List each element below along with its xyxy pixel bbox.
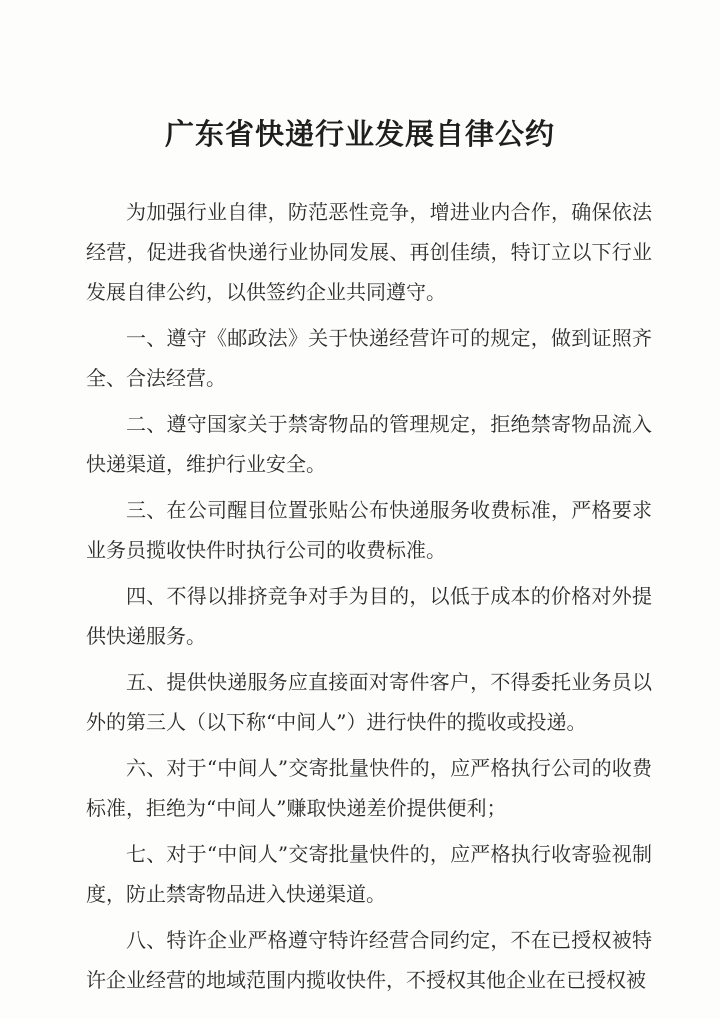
paragraph-clause-7: 七、对于“中间人”交寄批量快件的，应严格执行收寄验视制度，防止禁寄物品进入快递渠道。 (86, 842, 652, 906)
paragraph-clause-5: 五、提供快递服务应直接面对寄件客户，不得委托业务员以外的第三人（以下称“中间人”）进行快件的揽收或投递。 (86, 670, 652, 734)
paragraph-clause-2: 二、遵守国家关于禁寄物品的管理规定，拒绝禁寄物品流入快递渠道，维护行业安全。 (86, 412, 652, 476)
paragraph-intro: 为加强行业自律，防范恶性竞争，增进业内合作，确保依法经营，促进我省快递行业协同发展、再创佳绩，特订立以下行业发展自律公约，以供签约企业共同遵守。 (86, 200, 652, 304)
document-title: 广东省快递行业发展自律公约 (164, 117, 555, 151)
paragraph-clause-8: 八、特许企业严格遵守特许经营合同约定，不在已授权被特许企业经营的地域范围内揽收快件，不授权其他企业在已授权被 (86, 928, 652, 992)
document-body (86, 192, 652, 1006)
paragraph-clause-4: 四、不得以排挤竞争对手为目的，以低于成本的价格对外提供快递服务。 (86, 584, 652, 648)
paragraph-clause-1: 一、遵守《邮政法》关于快递经营许可的规定，做到证照齐全、合法经营。 (86, 326, 652, 390)
paragraph-clause-6: 六、对于“中间人”交寄批量快件的，应严格执行公司的收费标准，拒绝为“中间人”赚取快递差价提供便利； (86, 756, 652, 820)
paragraph-clause-3: 三、在公司醒目位置张贴公布快递服务收费标准，严格要求业务员揽收快件时执行公司的收费标准。 (86, 498, 652, 562)
